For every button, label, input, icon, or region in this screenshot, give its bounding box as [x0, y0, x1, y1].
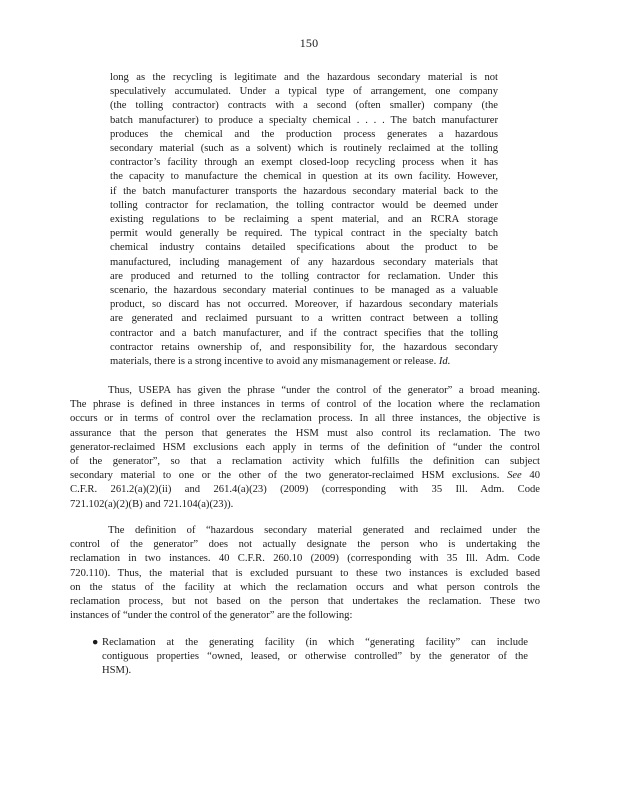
- bullet-item-generating-facility: [92, 636, 528, 679]
- paragraph-line-text: The definition of “hazardous secondary material generated and reclaimed under the: [108, 525, 540, 536]
- citation-line: 721.102(a)(2)(B) and 721.104(a)(23)).: [70, 498, 234, 510]
- quote-line: manufactured, including management of any hazardous secondary materials that: [110, 256, 498, 268]
- paragraph-line: instances of “under the control of the generator” are the following:: [70, 610, 353, 622]
- citation-line: C.F.R. 261.2(a)(2)(ii) and 261.4(a)(23) (2009) (corresponding with 35 Ill. Adm. Code: [70, 484, 540, 496]
- quote-line: if the batch manufacturer transports the hazardous secondary material back to the: [110, 185, 498, 197]
- bullet-line: contiguous properties “owned, leased, or otherwise controlled” by the generator of the: [102, 651, 528, 663]
- paragraph-line: [70, 384, 540, 398]
- citation-volume: 40: [529, 470, 540, 482]
- paragraph-line: occurs or in terms of control over the reclamation process. In all three instances, the objective is: [70, 413, 540, 425]
- quote-line-last: [110, 355, 498, 369]
- quote-line: are generated and reclaimed pursuant to a written contract between a tolling: [110, 313, 498, 325]
- quote-line-text: materials, there is a strong incentive to avoid any mismanagement or release.: [110, 356, 437, 368]
- paragraph-line: on the status of the facility at which the reclamation occurs and what person controls the: [70, 581, 540, 593]
- quote-line: product, so discard has not occurred. Moreover, if hazardous secondary materials: [110, 299, 498, 311]
- bullet-text: [102, 636, 528, 679]
- block-quote: [110, 71, 498, 369]
- paragraph-line: control of the generator” does not actually designate the person who is undertaking the: [70, 539, 540, 551]
- paragraph-definition: [70, 524, 540, 623]
- paragraph-line: The phrase is defined in three instances in terms of control of the location where the reclamation: [70, 399, 540, 411]
- bullet-line: HSM).: [102, 665, 132, 677]
- quote-line: contractor retains ownership of, and responsibility for, the hazardous secondary: [110, 341, 498, 353]
- quote-line: are produced and returned to the tolling contractor for reclamation. Under this: [110, 270, 498, 282]
- quote-line: contractor and a batch manufacturer, and if the contract specifies that the tolling: [110, 327, 498, 339]
- quote-line: the capacity to manufacture the chemical in question at its own facility. However,: [110, 171, 498, 183]
- paragraph-line-text: Thus, USEPA has given the phrase “under the control of the generator” a broad meaning.: [108, 385, 540, 396]
- quote-line: contractor’s facility through an exempt closed-loop recycling process when it has: [110, 157, 498, 169]
- see-signal: See: [507, 470, 522, 482]
- quote-line: chemical industry contains detailed specifications about the product to be: [110, 242, 498, 254]
- paragraph-line-text: secondary material to one or the other of the two generator-reclaimed HSM exclusions.: [70, 470, 500, 482]
- quote-line: tolling contractor for reclamation, the tolling contractor would be deemed under: [110, 199, 498, 211]
- paragraph-line: [70, 524, 540, 538]
- paragraph-line: [70, 469, 540, 483]
- quote-line: long as the recycling is legitimate and the hazardous secondary material is not: [110, 72, 498, 83]
- paragraph-line: of the generator”, so that a reclamation activity which fulfills the definition can subject: [70, 456, 540, 468]
- quote-line: (the tolling contractor) contracts with a second (often smaller) company (the: [110, 100, 498, 112]
- quote-citation: Id.: [438, 356, 451, 368]
- quote-line: scenario, the hazardous secondary material continues to be managed as a valuable: [110, 285, 498, 297]
- paragraph-line: assurance that the person that generates the HSM must also control its reclamation. The two: [70, 427, 540, 439]
- quote-line: permit would generally be required. The typical contract in the specialty batch: [110, 228, 498, 240]
- bullet-line: Reclamation at the generating facility (in which “generating facility” can include: [102, 637, 528, 648]
- quote-line: existing regulations to be reclaiming a spent material, and an RCRA storage: [110, 214, 498, 226]
- quote-line: speculatively accumulated. Under a typical type of arrangement, one company: [110, 86, 498, 98]
- bullet-icon: ●: [92, 637, 99, 648]
- paragraph-line: reclamation in two instances. 40 C.F.R. 260.10 (2009) (corresponding with 35 Ill. Adm. Code: [70, 553, 540, 565]
- page-number: 150: [299, 36, 319, 50]
- paragraph-line: generator-reclaimed HSM exclusions each apply in terms of the definition of “under the control: [70, 441, 540, 453]
- paragraph-line: reclamation process, but not based on the person that undertakes the reclamation. These two: [70, 596, 540, 608]
- quote-line: secondary material (such as a solvent) which is routinely reclaimed at the tolling: [110, 143, 498, 155]
- quote-line: batch manufacturer) to produce a specialty chemical . . . . The batch manufacturer: [110, 114, 498, 126]
- paragraph-line: 720.110). Thus, the material that is excluded pursuant to these two instances is excluded based: [70, 567, 540, 579]
- paragraph-usepa-meaning: [70, 384, 540, 512]
- quote-line: produces the chemical and the production process generates a hazardous: [110, 128, 498, 140]
